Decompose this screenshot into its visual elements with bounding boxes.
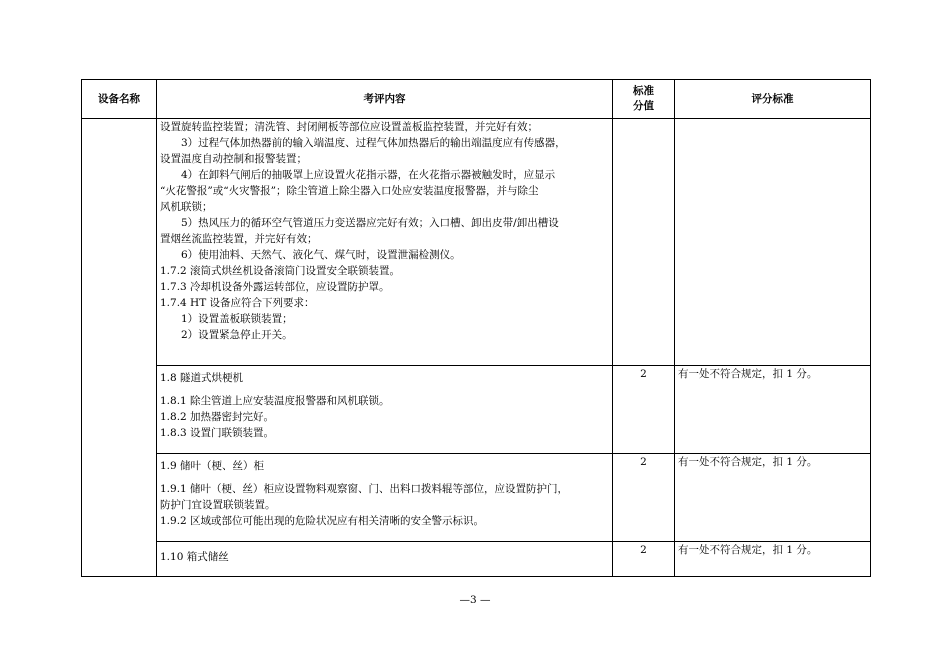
content-line: 5）热风压力的循环空气管道压力变送器应完好有效；入口槽、卸出皮带/卸出槽设 (181, 217, 559, 229)
score-cell: 2 (613, 454, 675, 542)
page-number: —3 — (459, 594, 491, 606)
section-title: 1.8 隧道式烘梗机 (160, 372, 244, 384)
content-line: 设置旋转监控装置；清洗管、封闭闸板等部位应设置盖板监控装置，并完好有效； (160, 121, 538, 133)
content-line: 风机联锁； (160, 201, 213, 213)
content-line: 1.9.1 储叶（梗、丝）柜应设置物料观察窗、门、出料口拨料辊等部位，应设置防护门， (160, 483, 569, 495)
score-cell: 2 (613, 542, 675, 577)
content-line: 防护门宜设置联锁装置。 (160, 499, 276, 511)
content-line: 1.8.2 加热器密封完好。 (160, 411, 275, 423)
content-cell (157, 366, 613, 454)
table-row (82, 119, 871, 366)
section-title: 1.10 箱式储丝 (160, 551, 229, 563)
criteria-cell: 有一处不符合规定，扣 1 分。 (675, 542, 871, 577)
header-score-line2: 分值 (633, 100, 654, 112)
content-cell (157, 119, 613, 366)
section-title: 1.9 储叶（梗、丝）柜 (160, 460, 265, 472)
content-line: 置烟丝流监控装置，并完好有效； (160, 233, 318, 245)
content-line: “火花警报”或“火灾警报”；除尘管道上除尘器入口处应安装温度报警器，并与除尘 (160, 185, 539, 197)
content-line: 1.7.2 滚筒式烘丝机设备滚筒门设置安全联锁装置。 (160, 265, 401, 277)
evaluation-table (81, 79, 871, 577)
content-line: 1.8.3 设置门联锁装置。 (160, 427, 275, 439)
header-score-line1: 标准 (633, 85, 654, 97)
header-content: 考评内容 (157, 80, 613, 119)
table-row (82, 366, 871, 454)
content-line: 2）设置紧急停止开关。 (181, 329, 293, 341)
table-row (82, 454, 871, 542)
header-row (82, 80, 871, 119)
equipment-name-cell (82, 119, 157, 577)
criteria-cell: 有一处不符合规定，扣 1 分。 (675, 454, 871, 542)
content-line: 1.9.2 区域或部位可能出现的危险状况应有相关清晰的安全警示标识。 (160, 515, 485, 527)
score-cell: 2 (613, 366, 675, 454)
content-line: 4）在卸料气闸后的抽吸罩上应设置火花指示器，在火花指示器被触发时，应显示 (181, 169, 556, 181)
header-equipment-name: 设备名称 (82, 80, 157, 119)
content-cell (157, 542, 613, 577)
header-criteria: 评分标准 (675, 80, 871, 119)
content-line: 设置温度自动控制和报警装置； (160, 153, 307, 165)
table-row (82, 542, 871, 577)
criteria-cell: 有一处不符合规定，扣 1 分。 (675, 366, 871, 454)
content-line: 1.7.3 冷却机设备外露运转部位，应设置防护罩。 (160, 281, 390, 293)
content-line: 6）使用油料、天然气、液化气、煤气时，设置泄漏检测仪。 (181, 249, 461, 261)
score-cell (613, 119, 675, 366)
content-line: 1.8.1 除尘管道上应安装温度报警器和风机联锁。 (160, 395, 390, 407)
content-line: 1.7.4 HT 设备应符合下列要求： (160, 297, 315, 309)
criteria-cell (675, 119, 871, 366)
header-score (613, 80, 675, 119)
content-line: 3）过程气体加热器前的输入端温度、过程气体加热器后的输出端温度应有传感器， (181, 137, 566, 149)
content-cell (157, 454, 613, 542)
content-line: 1）设置盖板联锁装置； (181, 313, 293, 325)
